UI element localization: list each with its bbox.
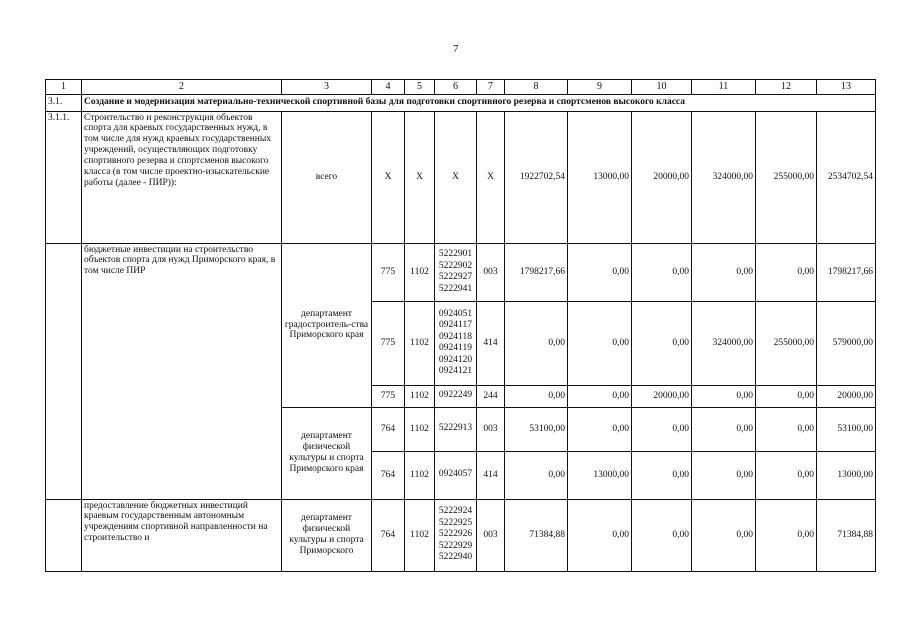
- cell-col13: 13000,00: [817, 451, 876, 499]
- cell-col8: 0,00: [505, 385, 568, 407]
- col-header: 2: [82, 80, 282, 95]
- col-header: 13: [817, 80, 876, 95]
- cell-col11: 0,00: [692, 243, 756, 301]
- code: 5222925: [438, 517, 473, 528]
- empty-number-cell: [46, 499, 82, 571]
- cell-col12: 255000,00: [756, 301, 817, 385]
- executor-cell: департамент физической культуры и спорта Приморского края: [282, 407, 372, 499]
- cell-col4: 775: [372, 301, 405, 385]
- cell-col13: 1798217,66: [817, 243, 876, 301]
- cell-col5: 1102: [405, 407, 435, 451]
- code: 5222926: [438, 529, 473, 540]
- cell-col7: 003: [477, 243, 505, 301]
- cell-col8: 0,00: [505, 451, 568, 499]
- executor-cell: департамент физической культуры и спорта Приморского: [282, 499, 372, 571]
- cell-col5: 1102: [405, 451, 435, 499]
- code-list: [435, 499, 477, 571]
- cell-col12: 0,00: [756, 243, 817, 301]
- col-header: 6: [435, 80, 477, 95]
- code: 5222941: [438, 283, 473, 294]
- col-header: 7: [477, 80, 505, 95]
- cell-col11: 324000,00: [692, 301, 756, 385]
- code-list: [435, 301, 477, 385]
- cell-col11: 0,00: [692, 385, 756, 407]
- code: 0924117: [439, 320, 472, 330]
- code-list: [435, 243, 477, 301]
- item-number: 3.1.1.: [46, 111, 82, 243]
- cell-col9: 0,00: [568, 407, 632, 451]
- code: 5222913: [438, 423, 473, 434]
- code: 0922249: [438, 390, 473, 401]
- cell-col13: 2534702,54: [817, 111, 876, 243]
- cell-col7: Х: [477, 111, 505, 243]
- cell-col11: 0,00: [692, 451, 756, 499]
- cell-col13: 53100,00: [817, 407, 876, 451]
- col-header: 8: [505, 80, 568, 95]
- cell-col13: 579000,00: [817, 301, 876, 385]
- code: 0924057: [438, 469, 473, 480]
- cell-col5: 1102: [405, 243, 435, 301]
- item-name: Строительство и реконструкция объектов спорта для краевых государственных нужд, в том числе для нужд краевых государственных учреждений, осуществляющих подготовку спортивного резерва и спортсменов высокого класса (в том числе проектно-изыскательские работы (далее - ПИР)):: [82, 111, 282, 243]
- cell-col8: 0,00: [505, 301, 568, 385]
- cell-col11: 0,00: [692, 499, 756, 571]
- item-executor: всего: [282, 111, 372, 243]
- cell-col4: Х: [372, 111, 405, 243]
- cell-col5: Х: [405, 111, 435, 243]
- cell-col9: 13000,00: [568, 111, 632, 243]
- table-row: [46, 499, 876, 571]
- cell-col5: 1102: [405, 385, 435, 407]
- code: 0924121: [438, 366, 473, 376]
- col-header: 9: [568, 80, 632, 95]
- cell-col5: 1102: [405, 301, 435, 385]
- cell-col7: 414: [477, 451, 505, 499]
- executor-cell: департамент градостроитель-ства Приморского края: [282, 243, 372, 407]
- cell-col13: 71384,88: [817, 499, 876, 571]
- cell-col10: 20000,00: [632, 111, 692, 243]
- cell-col7: 003: [477, 499, 505, 571]
- cell-col8: 53100,00: [505, 407, 568, 451]
- cell-col10: 0,00: [632, 407, 692, 451]
- section-row: [46, 94, 876, 111]
- section-number: 3.1.: [46, 94, 82, 111]
- code: 0924120: [438, 354, 473, 365]
- cell-col11: 324000,00: [692, 111, 756, 243]
- cell-col9: 0,00: [568, 499, 632, 571]
- page-number: 7: [453, 43, 459, 55]
- col-header: 1: [46, 80, 82, 95]
- code: 5222929: [438, 540, 473, 551]
- cell-col10: 20000,00: [632, 385, 692, 407]
- code: 5222902: [438, 260, 473, 271]
- code: 0924051: [438, 308, 473, 319]
- cell-col10: 0,00: [632, 499, 692, 571]
- cell-col4: 775: [372, 243, 405, 301]
- cell-col11: 0,00: [692, 407, 756, 451]
- cell-col7: 414: [477, 301, 505, 385]
- column-number-row: [46, 80, 876, 95]
- col-header: 11: [692, 80, 756, 95]
- cell-col9: 0,00: [568, 301, 632, 385]
- cell-col7: 244: [477, 385, 505, 407]
- item-row: [46, 111, 876, 243]
- cell-col6: Х: [435, 111, 477, 243]
- cell-col9: 13000,00: [568, 451, 632, 499]
- col-header: 10: [632, 80, 692, 95]
- cell-col12: 0,00: [756, 499, 817, 571]
- cell-col7: 003: [477, 407, 505, 451]
- cell-col9: 0,00: [568, 243, 632, 301]
- code-list: [435, 407, 477, 451]
- cell-col12: 0,00: [756, 407, 817, 451]
- cell-col10: 0,00: [632, 451, 692, 499]
- code: 0924118: [439, 331, 472, 342]
- code: 5222927: [438, 272, 473, 282]
- cell-col13: 20000,00: [817, 385, 876, 407]
- col-header: 5: [405, 80, 435, 95]
- col-header: 4: [372, 80, 405, 95]
- program-table: [45, 79, 876, 572]
- section-title: Создание и модернизация материально-технической спортивной базы для подготовки спортивного резерва и спортсменов высокого класса: [82, 94, 876, 111]
- cell-col12: 0,00: [756, 385, 817, 407]
- cell-col10: 0,00: [632, 243, 692, 301]
- code: 0924119: [439, 343, 472, 353]
- code: 5222940: [438, 552, 473, 563]
- cell-col8: 71384,88: [505, 499, 568, 571]
- col-header: 3: [282, 80, 372, 95]
- cell-col8: 1922702,54: [505, 111, 568, 243]
- code: 5222901: [438, 249, 473, 259]
- code-list: [435, 451, 477, 499]
- sub-item-name: бюджетные инвестиции на строительство объектов спорта для нужд Приморского края, в том числе ПИР: [82, 243, 282, 499]
- cell-col12: 0,00: [756, 451, 817, 499]
- col-header: 12: [756, 80, 817, 95]
- cell-col4: 764: [372, 451, 405, 499]
- cell-col5: 1102: [405, 499, 435, 571]
- cell-col8: 1798217,66: [505, 243, 568, 301]
- cell-col4: 764: [372, 407, 405, 451]
- cell-col12: 255000,00: [756, 111, 817, 243]
- empty-number-cell: [46, 243, 82, 499]
- cell-col4: 775: [372, 385, 405, 407]
- table-row: [46, 243, 876, 301]
- cell-col10: 0,00: [632, 301, 692, 385]
- cell-col4: 764: [372, 499, 405, 571]
- cell-col9: 0,00: [568, 385, 632, 407]
- sub-item-name: предоставление бюджетных инвестиций краевым государственным автономным учреждениям спортивной направленности на строительство и: [82, 499, 282, 571]
- code: 5222924: [438, 506, 473, 517]
- code-list: [435, 385, 477, 407]
